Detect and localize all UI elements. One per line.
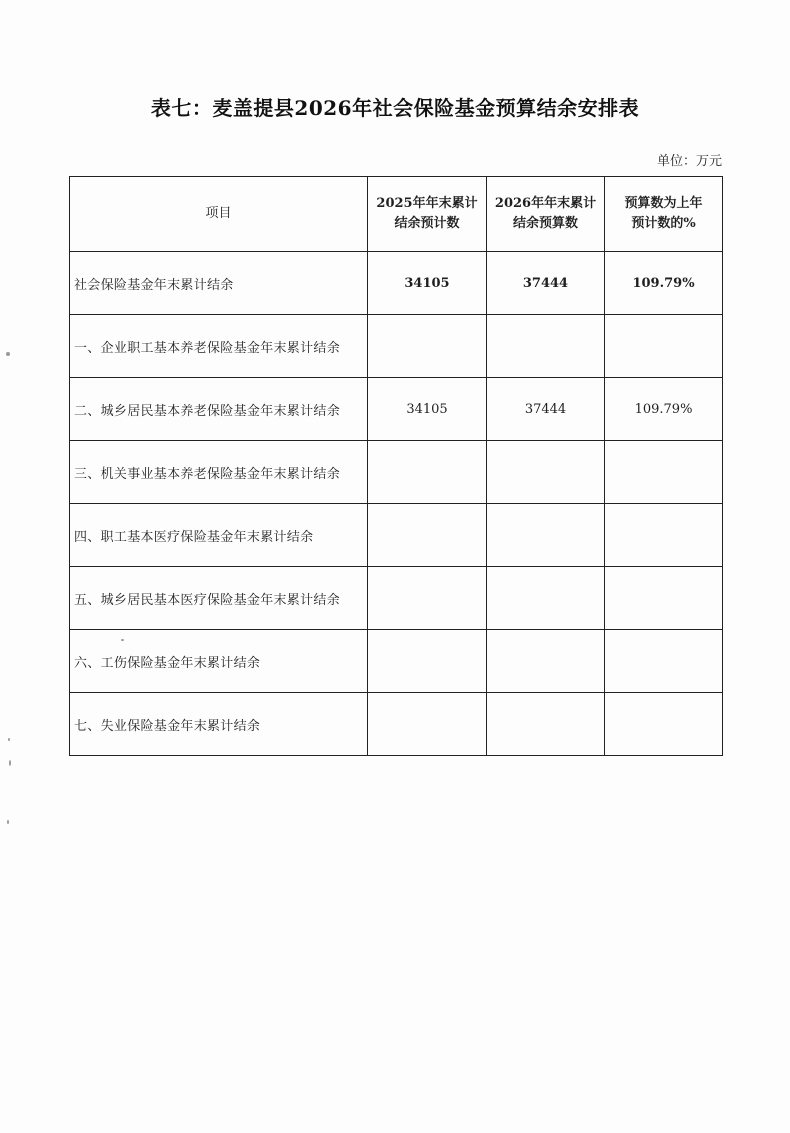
cell-2025 [368, 504, 487, 567]
table-row [70, 315, 723, 378]
cell-2025 [368, 693, 487, 756]
scan-speck [6, 352, 10, 356]
cell-percent [605, 504, 723, 567]
table-row [70, 693, 723, 756]
table-header-row [70, 177, 723, 252]
cell-2025 [368, 441, 487, 504]
scan-speck [121, 639, 124, 641]
row-label: 社会保险基金年末累计结余 [70, 252, 368, 315]
cell-percent [605, 315, 723, 378]
table-row [70, 252, 723, 315]
scan-speck [8, 738, 10, 741]
table-row [70, 441, 723, 504]
row-label: 三、机关事业基本养老保险基金年末累计结余 [70, 441, 368, 504]
cell-percent: 109.79% [605, 252, 723, 315]
header-percent [605, 177, 723, 252]
cell-percent [605, 441, 723, 504]
cell-2026 [487, 504, 605, 567]
cell-2026 [487, 315, 605, 378]
cell-percent: 109.79% [605, 378, 723, 441]
row-label: 七、失业保险基金年末累计结余 [70, 693, 368, 756]
row-label: 六、工伤保险基金年末累计结余 [70, 630, 368, 693]
table-row [70, 504, 723, 567]
row-label: 一、企业职工基本养老保险基金年末累计结余 [70, 315, 368, 378]
page-title: 表七：麦盖提县2026年社会保险基金预算结余安排表 [150, 96, 640, 120]
table-row [70, 378, 723, 441]
scan-speck [9, 760, 11, 766]
cell-percent [605, 567, 723, 630]
scan-speck [7, 820, 9, 824]
cell-2025 [368, 315, 487, 378]
header-2025-text: 2025年年末累计 结余预计数 [376, 196, 478, 231]
header-2025-estimate [368, 177, 487, 252]
cell-percent [605, 693, 723, 756]
row-label: 二、城乡居民基本养老保险基金年末累计结余 [70, 378, 368, 441]
cell-2025 [368, 567, 487, 630]
budget-balance-table [69, 176, 723, 756]
row-label: 五、城乡居民基本医疗保险基金年末累计结余 [70, 567, 368, 630]
cell-percent [605, 630, 723, 693]
cell-2026 [487, 567, 605, 630]
cell-2025: 34105 [368, 252, 487, 315]
cell-2025 [368, 630, 487, 693]
cell-2026: 37444 [487, 252, 605, 315]
header-2026-budget [487, 177, 605, 252]
cell-2025: 34105 [368, 378, 487, 441]
table-row [70, 567, 723, 630]
cell-2026 [487, 693, 605, 756]
cell-2026: 37444 [487, 378, 605, 441]
row-label: 四、职工基本医疗保险基金年末累计结余 [70, 504, 368, 567]
header-item: 项目 [70, 177, 368, 252]
unit-label: 单位：万元 [656, 154, 722, 169]
cell-2026 [487, 630, 605, 693]
header-percent-text: 预算数为上年 预计数的% [624, 196, 703, 231]
table-row [70, 630, 723, 693]
header-2026-text: 2026年年末累计 结余预算数 [494, 196, 597, 231]
cell-2026 [487, 441, 605, 504]
